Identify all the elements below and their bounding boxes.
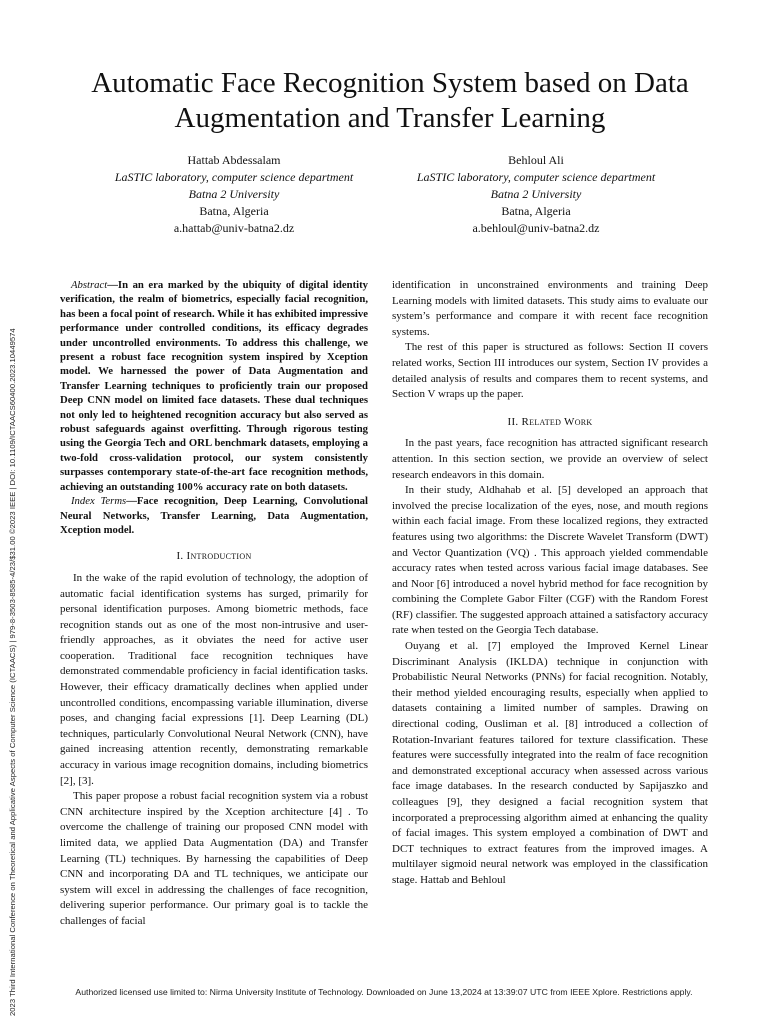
author-affiliation: LaSTIC laboratory, computer science department	[416, 170, 656, 184]
author-location: Batna, Algeria	[199, 204, 269, 218]
author-affiliation: LaSTIC laboratory, computer science department	[114, 170, 354, 184]
section-title: Introduction	[186, 550, 252, 563]
index-terms	[60, 494, 368, 537]
author-university: Batna 2 University	[188, 187, 280, 201]
paragraph: identification in unconstrained environments and training Deep Learning models with limited datasets. This study aims to evaluate our system’s performance and compare it with recent face recognition systems.	[392, 279, 708, 338]
abstract	[60, 278, 368, 494]
paragraph: In their study, Aldhahab et al. [5] developed an approach that involved the precise localization of the eyes, nose, and mouth regions within each facial image. From these localized regions, they extracted features using two algorithms: the Discrete Wavelet Transform (DWT) and Vector Quantization (VQ) . This approach yielded commendable accuracy rates when tested across various facial image databases. See and Noor [6] introduced a novel hybrid method for face recognition by combining the Complete Gabor Filter (CGF) with the Random Forest (RF) classifier. The suggested approach attained a satisfactory accuracy rate when tested on the Georgia Tech database.	[392, 484, 708, 637]
paragraph: In the past years, face recognition has attracted significant research attention. In this section section, we provide an overview of select research endeavors in this domain.	[392, 437, 708, 481]
conference-side-note: 2023 Third International Conference on Theoretical and Applicative Aspects of Computer Science (ICTAACS) | 979-8-3503-8585-4/23/$31.00 ©2023 IEEE | DOI: 10.1109/ICTAACS60400.2023.10449574	[8, 328, 17, 1016]
index-terms-label: Index Terms	[71, 495, 127, 508]
author-name: Hattab Abdessalam	[187, 153, 281, 167]
author-university: Batna 2 University	[490, 187, 582, 201]
section-number: II.	[507, 415, 522, 428]
author-email[interactable]: a.hattab@univ-batna2.dz	[173, 221, 295, 235]
paragraph: This paper propose a robust facial recognition system via a robust CNN architecture inspired by the Xception architecture [4] . To overcome the challenge of training our proposed CNN model with limited data, we applied Data Augmentation (DA) and Transfer Learning (TL) techniques. By harnessing the capabilities of Deep CNN and incorporating DA and TL techniques, we anticipate our system will excel in addressing the challenges of face recognition, delivering superior performance. Our primary goal is to tackle the challenges of facial	[60, 790, 368, 927]
index-terms-text: —Face recognition, Deep Learning, Convolutional Neural Networks, Transfer Learning, Data Augmentation, Xception model.	[60, 495, 368, 536]
section-heading-related-work	[392, 415, 708, 431]
paragraph: Ouyang et al. [7] employed the Improved Kernel Linear Discriminant Analysis (IKLDA) technique in conjunction with Probabilistic Neural Networks (PNNs) for facial recognition. Notably, their method yielded encouraging results, especially when applied to datasets containing a limited number of samples. Drawing on directional coding, Ousliman et al. [8] introduced a collection of Rotation-Invariant features tailored for texture classification. These features were successfully integrated into the realm of face recognition and demonstrated exceptional accuracy when assessed across various face image databases. In the research conducted by Sapijaszko and colleagues [9], they designed a facial recognition system that incorporated a preprocessing algorithm aimed at enhancing the quality of facial images. This system employed a combination of DWT and DCT techniques to extract features from the improved images. A multilayer sigmoid neural network was employed in the classification stage. Hattab and Behloul	[392, 640, 708, 886]
license-footer: Authorized licensed use limited to: Nirma University Institute of Technology. Downloaded on June 13,2024 at 13:39:07 UTC from IEEE Xplore. Restrictions apply.	[75, 987, 693, 997]
abstract-text: —In an era marked by the ubiquity of digital identity verification, the realm of biometrics, especially facial recognition, has been a focal point of research. While it has exhibited impressive performance under controlled conditions, its efficacy degrades under uncontrolled environments. To address this challenge, we present a robust face recognition system inspired by Xception model. We harnessed the power of Data Augmentation and Transfer Learning techniques to proficiently train our proposed Deep CNN model on limited face datasets. These dual techniques not only led to heightened recognition accuracy but also served as robust safeguards against overfitting. Through rigorous testing using the Georgia Tech and ORL benchmark datasets, employing a two-fold cross-validation protocol, our system consistently surpasses contemporary state-of-the-art face recognition methods, achieving an outstanding 100% accuracy rate on both datasets.	[60, 279, 368, 493]
right-column	[392, 278, 708, 889]
left-column	[60, 278, 368, 930]
author-block-1	[84, 152, 384, 237]
section-heading-introduction	[60, 549, 368, 565]
author-block-2	[386, 152, 686, 237]
abstract-label: Abstract	[71, 279, 108, 291]
paragraph: In the wake of the rapid evolution of technology, the adoption of automatic facial identification systems has surged, primarily for personal identification purposes. Among biometric methods, face recognition stands out as one of the most non-intrusive and user-friendly approaches, as it obviates the need for active user cooperation. Traditional face recognition techniques have demonstrated commendable proficiency in facial identification tasks. However, their efficacy dramatically declines when applied under uncontrolled conditions, encompassing variable illumination, diverse poses, and changing facial expressions [1]. Deep Learning (DL) techniques, particularly Convolutional Neural Network (CNN), have gained increasing attention recently, demonstrating remarkable accuracy in various image recognition domains, including biometrics [2], [3].	[60, 571, 368, 787]
section-title: Related Work	[521, 415, 593, 428]
author-name: Behloul Ali	[508, 153, 564, 167]
paragraph: The rest of this paper is structured as follows: Section II covers related works, Section III introduces our system, Section IV provides a detailed analysis of results and compares them to recent systems, and Section V wraps up the paper.	[392, 341, 708, 401]
section-number: I.	[176, 550, 187, 563]
author-email[interactable]: a.behloul@univ-batna2.dz	[472, 221, 600, 235]
author-location: Batna, Algeria	[501, 204, 571, 218]
paper-title: Automatic Face Recognition System based on Data Augmentation and Transfer Learning	[91, 67, 689, 134]
